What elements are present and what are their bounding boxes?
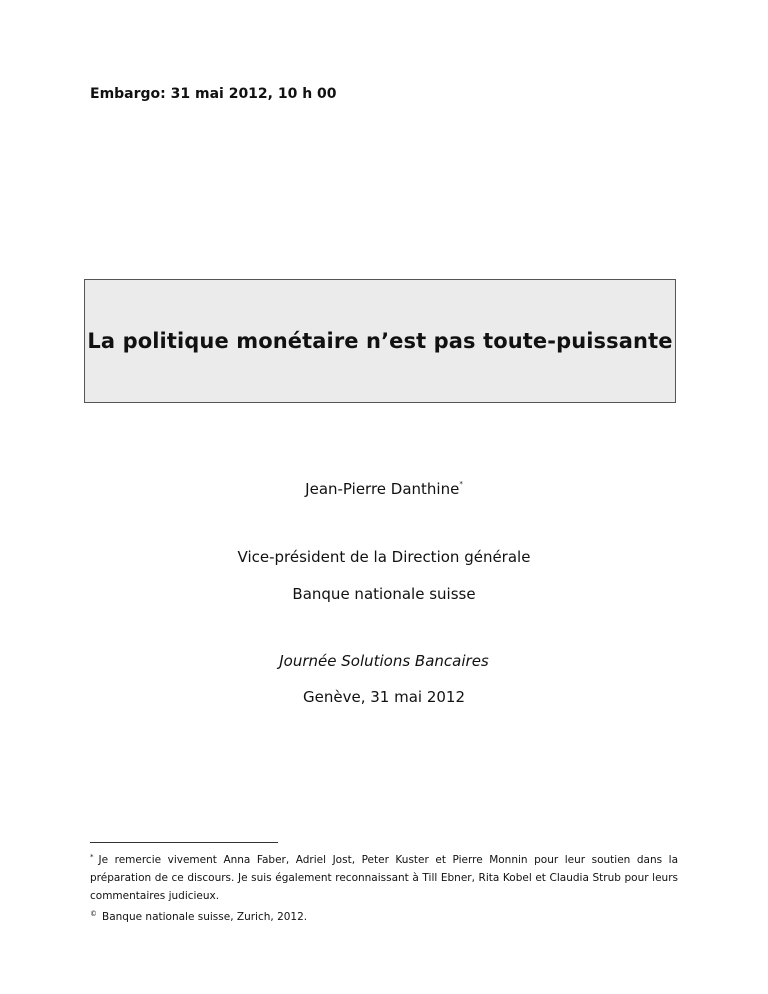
title-box (84, 279, 676, 403)
author-line (0, 480, 768, 498)
footnote-divider (90, 842, 278, 843)
author-footnote-marker: * (459, 480, 463, 488)
embargo-notice: Embargo: 31 mai 2012, 10 h 00 (90, 86, 337, 102)
copyright-text: Banque nationale suisse, Zurich, 2012. (102, 911, 308, 923)
footnote-text: Je remercie vivement Anna Faber, Adriel Jost, Peter Kuster et Pierre Monnin pour leur soutien dans la préparation de ce discours. Je suis également reconnaissant à Till Ebner, Rita Kobel et Claudia Strub pour leurs commentaires judicieux. (90, 854, 678, 902)
footnote (90, 848, 678, 905)
author-role: Vice-président de la Direction générale (237, 548, 531, 566)
page-title: La politique monétaire n’est pas toute-puissante (87, 329, 673, 353)
author-organization: Banque nationale suisse (292, 585, 476, 603)
footnote-marker: * (90, 853, 94, 861)
copyright-notice (90, 905, 307, 926)
author-name: Jean-Pierre Danthine (305, 480, 460, 498)
event-place-date: Genève, 31 mai 2012 (303, 688, 465, 706)
copyright-symbol: © (90, 910, 97, 918)
event-name: Journée Solutions Bancaires (279, 652, 489, 670)
